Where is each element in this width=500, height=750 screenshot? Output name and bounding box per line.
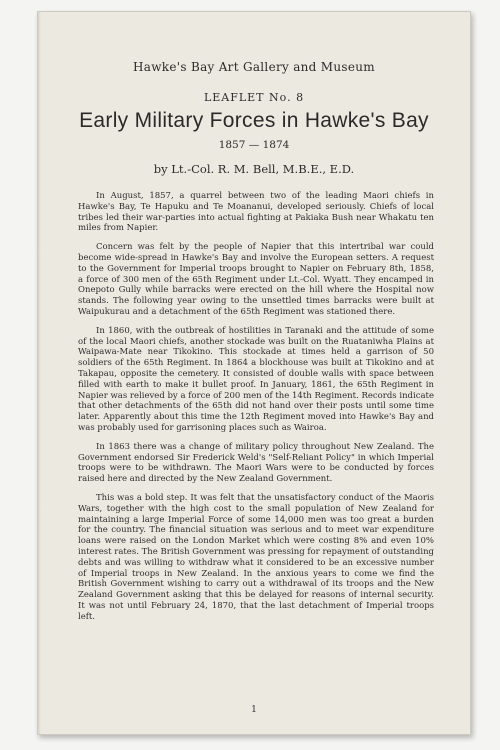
body-text xyxy=(78,191,434,630)
paragraph: In August, 1857, a quarrel between two of the leading Maori chiefs in Hawke's Bay, Te Hapuku and Te Moananui, developed seriously. Chiefs of local tribes led their war-parties into actual fighting at Pakiaka Bush near Whakatu ten miles from Napier. xyxy=(78,191,434,234)
author-line: by Lt.-Col. R. M. Bell, M.B.E., E.D. xyxy=(153,162,355,176)
paragraph: In 1860, with the outbreak of hostilities in Taranaki and the attitude of some of the local Maori chiefs, another stockade was built on the Ruataniwha Plains at Waipawa-Mate near Tikokino. This stockade at times held a garrison of 50 soldiers of the 65th Regiment. In 1864 a blockhouse was built at Tikokino and at Takapau, opposite the cemetery. It consisted of double walls with space between filled with earth to make it bullet proof. In January, 1861, the 65th Regiment in Napier was relieved by a force of 200 men of the 14th Regiment. Records indicate that other detachments of the 65th did not hand over their posts until some time later. Apparently about this time the 12th Regiment moved into Hawke's Bay and was probably used for garrisoning places such as Wairoa. xyxy=(78,325,434,433)
leaflet-number: LEAFLET No. 8 xyxy=(203,91,305,104)
institution-name: Hawke's Bay Art Gallery and Museum xyxy=(133,60,375,74)
document-title: Early Military Forces in Hawke's Bay xyxy=(79,109,429,132)
date-range: 1857 — 1874 xyxy=(218,139,290,151)
paragraph: This was a bold step. It was felt that the unsatisfactory conduct of the Maoris Wars, together with the high cost to the small population of New Zealand for maintaining a large Imperial Force of some 14,000 men was too great a burden for the country. The financial situation was serious and to meet war expenditure loans were raised on the London Market which were costing 8% and even 10% interest rates. The British Government was pressing for repayment of outstanding debts and was willing to withdraw what it considered to be an excessive number of Imperial troops in New Zealand. In the anxious years to come we find the British Government wishing to carry out a withdrawal of its troops and the New Zealand Government asking that this be delayed for reasons of internal security. It was not until February 24, 1870, that the last detachment of Imperial troops left. xyxy=(78,492,434,622)
paragraph: In 1863 there was a change of military policy throughout New Zealand. The Government endorsed Sir Frederick Weld's "Self-Reliant Policy" in which Imperial troops were to be withdrawn. The Maori Wars were to be conducted by forces raised here and directed by the New Zealand Government. xyxy=(78,441,434,485)
paragraph: Concern was felt by the people of Napier that this intertribal war could become wide-spread in Hawke's Bay and involve the European setters. A request to the Government for Imperial troops brought to Napier on February 8th, 1858, a force of 300 men of the 65th Regiment under Lt.-Col. Wyatt. They encamped in Onepoto Gully while barracks were erected on the hill where the Hospital now stands. The following year owing to the unsettled times barracks were built at Waipukurau and a detachment of the 65th Regiment was stationed there. xyxy=(78,242,434,317)
leaflet-page xyxy=(37,11,471,735)
page-number: 1 xyxy=(251,705,257,715)
